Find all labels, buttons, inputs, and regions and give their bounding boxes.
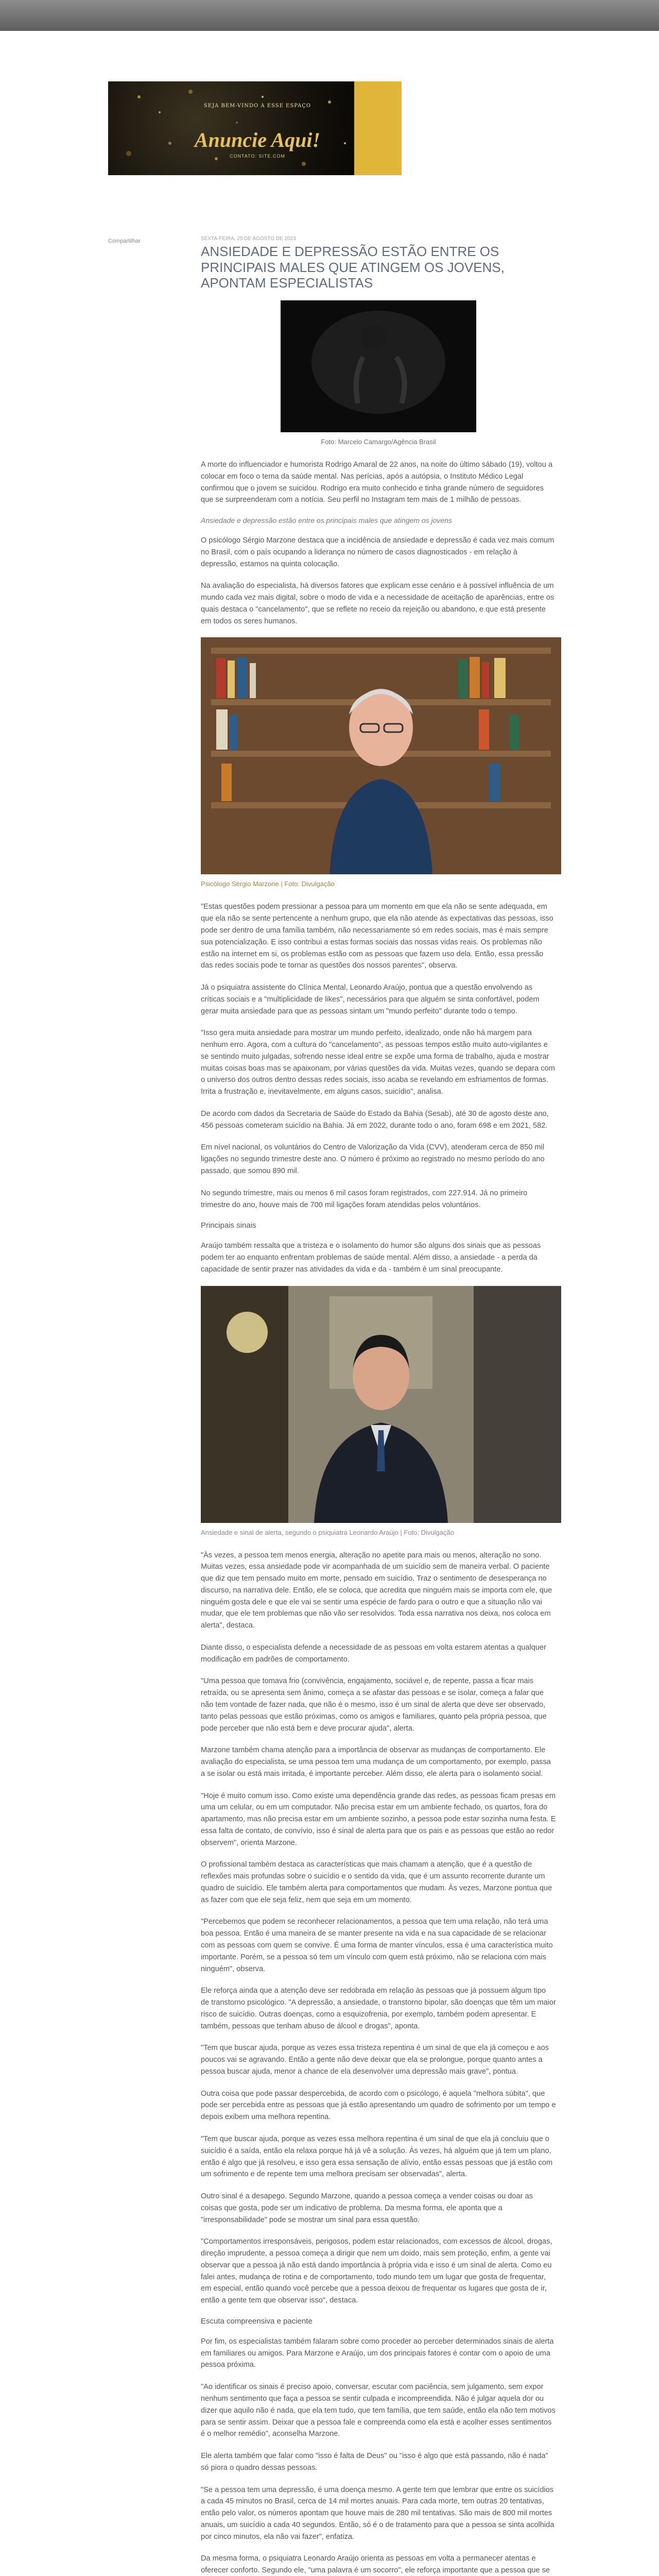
paragraph: "Se a pessoa tem uma depressão, é uma doença mesmo. A gente tem que lembrar que entre os suicídios a cada 45 minutos no Brasil, cerca de 14 mil mortes anuais. Para cada morte, tem outras 20 tentativas, então pelo valor, os números apontam que houve mais de 280 mil tentativas. São mais de 800 mil mortes anuais, um suicídio a cada 40 segundos. Então, só é o de tratamento para que a pessoa se sinta acolhida por cinco minutos, ela não vai fazer", enfatiza.	[201, 2485, 554, 2541]
paragraph: "Às vezes, a pessoa tem menos energia, alteração no apetite para mais ou menos, alteração no sono. Muitas vezes, essa ansiedade pode vir acompanhada de um suicídio sem de maneira verbal. O paciente que diz que tem pensado muito em morte, pensado em suicídio. Traz o sentimento de desesperança no discurso, na narrativa dele. Então, ele se coloca, que acredita que ninguém mais se importa com ele, que ninguém gosta dele e que ele vai se sentir uma espécie de fardo para o outro e que a situação não vai mudar, que ele tem problemas que não vão ser resolvidos. Toda essa narrativa nos deixa, nos coloca em alerta", destaca.	[201, 1551, 552, 1630]
post-image-2	[201, 637, 556, 877]
paragraph: Ele alerta também que falar como "isso é falta de Deus" ou "isso é algo que está passando, não é nada" só piora o quadro dessas pessoas.	[201, 2452, 548, 2472]
post-date: SEXTA-FEIRA, 25 DE AGOSTO DE 2023	[201, 236, 296, 242]
subtitle-italic: Ansiedade e depressão estão entre os principais males que atingem os jovens	[201, 516, 452, 525]
paragraph: Já o psiquiatra assistente do Clínica Mental, Leonardo Araújo, pontua que a questão envolvendo as críticas sociais e a "multiplicidade de likes", necessários para que alguém se sinta confortável, podem gerar muita ansiedade para que as pessoas sintam um "mundo perfeito" durante todo o tempo.	[201, 984, 540, 1015]
paragraph: "Tem que buscar ajuda, porque as vezes essa tristeza repentina é um sinal de que ela já começou e aos poucos vai se agravando. Então a gente não deve deixar que ela se prolongue, porque quanto antes a pessoa buscar ajuda, menor a chance de ela desenvolver uma depressão mais grave", pontua.	[201, 2044, 549, 2076]
post-main	[196, 236, 556, 2576]
paragraph: Da mesma forma, o psiquiatra Leonardo Araújo orienta as pessoas em volta a permanecer atentas e oferecer conforto. Segundo ele, "uma palavra é um socorro", ele reforça importante que a pessoa que se	[201, 2554, 550, 2575]
section-heading: Principais sinais	[201, 1221, 256, 1230]
paragraph: Araújo também ressalta que a tristeza e o isolamento do humor são alguns dos sinais que as pessoas podem ter ao enquanto enfrentam problemas de saúde mental. Além disso, a ansiedade - a perda da capacidade de sentir prazer nas atividades da vida e da - também é um sinal preocupante.	[201, 1242, 541, 1274]
paragraph: A morte do influenciador e humorista Rodrigo Amaral de 22 anos, na noite do último sábado (19), voltou a colocar em foco o tema da saúde mental. Nas perícias, após a autópsia, o Instituto Médico Legal confirmou que o jovem se suicidou. Rodrigo era muito conhecido e tinha grande número de seguidores que se surpreenderam com a notícia. Seu perfil no Instagram tem mais de 1 milhão de pessoas.	[201, 461, 553, 504]
paragraph: Em nível nacional, os voluntários do Centro de Valorização da Vida (CVV), atenderam cerca de 850 mil ligações no segundo trimestre deste ano. O número é próximo ao registrado no mesmo período do ano passado, que somou 890 mil.	[201, 1143, 545, 1175]
paragraph: Diante disso, o especialista defende a necessidade de as pessoas em volta estarem atentas a qualquer modificação em padrões de comportamento.	[201, 1643, 546, 1664]
paragraph: "Estas questões podem pressionar a pessoa para um momento em que ela não se sente adequada, em que ela não se sente pertencente a nenhum grupo, que ela não atende às expectativas das pessoas, isso pode ser dentro de uma família também, não necessariamente só em redes sociais, mas é mais sempre sua potencialização. E isso contribui a estas formas sociais das nossas vidas reais. Os problemas não estão na internet em si, os problemas estão com as pessoas que fazem uso dela. Então, essa pressão das redes sociais pode te tornar as questões dos nossos parentes", observa.	[201, 903, 553, 970]
paragraph: "Comportamentos irresponsáveis, perigosos, podem estar relacionados, com excessos de álcool, drogas, direção imprudente, a pessoa começa a dirigir que nem um doido, mais sem proteção, enfim, a gente vai observar que a pessoa já não está dando importância à própria vida e isso é um sinal de alerta. Como eu falei antes, mudança de rotina e de comportamento, todo mundo tem um lugar que gosta de frequentar, em especial, então quando você percebe que a pessoa deixou de frequentar os lugares que gosta de ir, então a gente tem que observar isso", destaca.	[201, 2238, 552, 2305]
paragraph: Outra coisa que pode passar despercebida, de acordo com o psicólogo, é aquela "melhora súbita", que pode ser percebida entre as pessoas que já estão apresentando um quadro de sofrimento por um tempo e depois exibem uma melhora repentina.	[201, 2089, 556, 2122]
paragraph: "Isso gera muita ansiedade para mostrar um mundo perfeito, idealizado, onde não há margem para nenhum erro. Agora, com a cultura do "cancelamento", as pessoas tempos estão muito auto-vigilantes e se sentindo muito julgadas, sofrendo nesse ideal entre se expõe uma forma de trabalho, ajuda e mostrar muitas coisas boas mas se apaixonam, por várias questões da vida. Muitas vezes, quando se depara com o universo dos outros dentro dessas redes sociais, isso acaba se revelando em esfriamentos de formas. Irrita a frustração e, inevitavelmente, em alguns casos, suicídio", analisa.	[201, 1029, 555, 1096]
paragraph: Outro sinal é a desapego. Segundo Marzone, quando a pessoa começa a vender coisas ou doar as coisas que gosta, pode ser um indicativo de problema. Da mesma forma, ele aponta que a "irresponsabilidade" pode se mostrar um sinal para essa questão.	[201, 2192, 533, 2224]
paragraph: "Uma pessoa que tomava frio (convivência, engajamento, sociável e, de repente, passa a ficar mais retraída, ou se apresenta sem ânimo, começa a se afastar das pessoas e se isolar, começa a falar que não tem vontade de fazer nada, que não é o mesmo, isso é um sinal de alerta que deve ser observado, tanto pelas pessoas que estão próximas, como os amigos e familiares, quanto pela própria pessoa, que pode perceber que não está bem e deve procurar ajuda", alerta.	[201, 1677, 547, 1733]
paragraph: O profissional também destaca as características que mais chamam a atenção, que é a questão de reflexões mais profundas sobre o suicídio e o sentido da vida, que é um assunto recorrente durante um quadro de suicídio. Ele também alerta para comportamentos que mudam. Às vezes, Marzone pontua que as fazer com que ele seja feliz, nem que seja em um momento.	[201, 1860, 552, 1904]
page-container	[88, 81, 571, 2576]
sidebar	[88, 236, 196, 2576]
top-navigation-bar	[0, 0, 659, 31]
banner-tagline: SEJA BEM-VINDO A ESSE ESPAÇO	[203, 103, 311, 109]
paragraph: "Percebemos que podem se reconhecer relacionamentos, a pessoa que tem uma relação, não terá uma boa pessoa. Então é uma maneira de se manter presente na vida e na sua capacidade de se relacionar com as pessoas com quem se convive. É uma forma de manter vínculos, essa é uma característica muito importante. Porém, se a pessoa só tem um vínculo com quem está próximo, não se relaciona com mais ninguém", observa.	[201, 1918, 553, 1973]
banner-contact: CONTATO: SITE.COM	[229, 154, 285, 159]
paragraph: Por fim, os especialistas também falaram sobre como proceder ao perceber determinados sinais de alerta em familiares ou amigos. Para Marzone e Araújo, um dos principais fatores é contar com o apoio de uma pessoa próxima.	[201, 2337, 554, 2369]
paragraph: O psicólogo Sérgio Marzone destaca que a incidência de ansiedade e depressão é cada vez mais comum no Brasil, com o país ocupando a liderança no número de casos diagnosticados - em relação à depressão, estamos na quinta colocação.	[201, 536, 554, 568]
psychiatrist-photo	[201, 1286, 561, 1523]
sad-person-photo	[281, 300, 476, 432]
psychologist-photo	[201, 637, 561, 874]
paragraph: Ele reforça ainda que a atenção deve ser redobrada em relação às pessoas que já possuem algum tipo de transtorno psicológico. "A depressão, a ansiedade, o transtorno bipolar, são doenças que têm um maior risco de suicídio. Outras doenças, como a esquizofrenia, por exemplo, também podem apresentar. E também, pessoas que tenham abuso de álcool e drogas", aponta.	[201, 1987, 556, 2030]
section-heading: Escuta compreensiva e paciente	[201, 2316, 313, 2326]
paragraph: Na avaliação do especialista, há diversos fatores que explicam esse cenário e à possível influência de um mundo cada vez mais digital, sobre o modo de vida e a necessidade de aceitação de aparências, entre os quais destaca o "cancelamento", que se reflete no receio da rejeição ou abandono, e que está presente em todos os seres humanos.	[201, 582, 554, 625]
image-3-caption: Ansiedade e sinal de alerta, segundo o psiquiatra Leonardo Araújo | Foto: Divulgação	[201, 1528, 454, 1536]
share-link[interactable]: Compartilhar	[108, 238, 141, 244]
image-2-caption: Psicólogo Sérgio Marzone | Foto: Divulgação	[201, 880, 335, 888]
banner-title: Anuncie Aqui!	[194, 128, 321, 151]
paragraph: No segundo trimestre, mais ou menos 6 mil casos foram registrados, com 227.914. Já no primeiro trimestre do ano, houve mais de 700 mil ligações foram atendidas pelos voluntários.	[201, 1189, 528, 1209]
post-image-3	[201, 1286, 556, 1526]
paragraph: De acordo com dados da Secretaria de Saúde do Estado da Bahia (Sesab), até 30 de agosto deste ano, 456 pessoas cometeram suicídio na Bahia. Já em 2022, durante todo o ano, foram 698 e em 2021, 582.	[201, 1109, 549, 1130]
post-image-1	[201, 300, 556, 435]
paragraph: Marzone também chama atenção para a importância de observar as mudanças de comportamento. Ele avaliação do especialista, se uma pessoa tem uma mudança de um comportamento, por exemplo, passa a se isolar ou está mais irritada, é importante perceber. Além disso, ele alerta para o isolamento social.	[201, 1746, 551, 1778]
paragraph: "Ao identificar os sinais é preciso apoio, conversar, escutar com paciência, sem julgamento, sem expor nenhum sentimento que faça a pessoa se sentir culpada e incompreendida. Não é julgar aquela dor ou dizer que aquilo não é nada, que ela tem tudo, que tem família, que tem saúde, então ela não tem motivos para se sentir assim. Deixar que a pessoa fale e compreenda como ela está e acolher esses sentimentos é o melhor remédio", aconselha Marzone.	[201, 2383, 556, 2438]
banner-gold-block	[354, 81, 402, 175]
paragraph: "Tem que buscar ajuda, porque as vezes essa melhora repentina é um sinal de que ela já concluiu que o suicídio é a saída, então ela relaxa porque há já vê a solução. Às vezes, há alguém que já tem um plano, então é algo que já resolveu, e isso gera essa sensação de alívio, então essas pessoas que já estão com um sofrimento e de repente tem uma melhora precisam ser observadas", alerta.	[201, 2134, 553, 2179]
image-1-caption: Foto: Marcelo Camargo/Agência Brasil	[321, 438, 436, 446]
header-banner-ad[interactable]	[108, 81, 402, 175]
paragraph: "Hoje é muito comum isso. Como existe uma dependência grande das redes, as pessoas ficam presas em uma um celular, ou em um computador. Não precisa estar em um ambiente fechado, os quartos, fora do apartamento, mas não precisa estar em um ambiente sozinho, a pessoa pode estar sozinha numa festa. E essa falta de contato, de convívio, isso é sinal de alerta para que os pais e as pessoas que estão ao redor observem", orienta Marzone.	[201, 1791, 556, 1847]
post-title[interactable]: ANSIEDADE E DEPRESSÃO ESTÃO ENTRE OS PRINCIPAIS MALES QUE ATINGEM OS JOVENS, APONTAM ESPECIALISTAS	[201, 244, 505, 291]
